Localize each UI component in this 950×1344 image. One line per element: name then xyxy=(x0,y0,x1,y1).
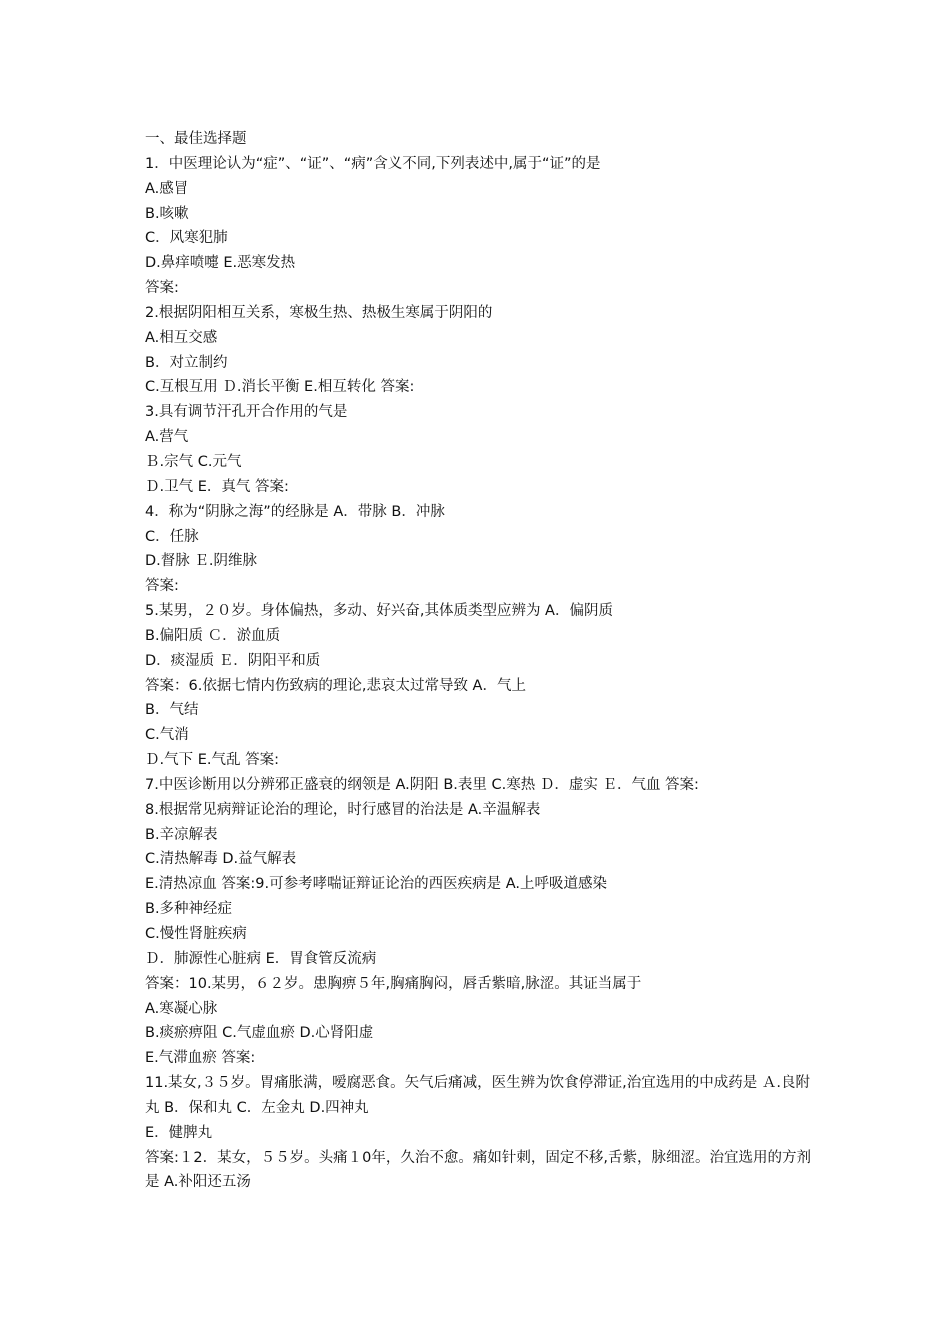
answer-line: 答案：6.依据七情内伤致病的理论,悲哀太过常导致 A．气上 xyxy=(145,677,526,694)
answer-line: E.清热凉血 答案:9.可参考哮喘证辩证论治的西医疾病是 A.上呼吸道感染 xyxy=(145,876,607,893)
question-text: 5.某男，２０岁。身体偏热，多动、好兴奋,其体质类型应辨为 A．偏阴质 xyxy=(145,603,613,620)
answer-line: 答案：10.某男，６２岁。患胸痹５年,胸痛胸闷，唇舌紫暗,脉涩。其证当属于 xyxy=(145,975,642,992)
option-line: D．痰湿质 Ｅ．阴阳平和质 xyxy=(145,652,321,669)
question-text: 1．中医理论认为“症”、“证”、“病”含义不同,下列表述中,属于“证”的是 xyxy=(145,155,601,172)
option-line: C.慢性肾脏疾病 xyxy=(145,926,247,942)
option-line: D.鼻痒喷嚏 E.恶寒发热 xyxy=(145,255,296,272)
option-line: B.辛凉解表 xyxy=(145,826,218,843)
question-text: 3.具有调节汗孔开合作用的气是 xyxy=(145,404,348,421)
option-line: A.相互交感 xyxy=(145,329,218,346)
option-line: Ｄ.气下 E.气乱 答案: xyxy=(145,752,279,769)
option-line: Ｄ.卫气 E．真气 答案: xyxy=(145,478,289,495)
option-line: Ｂ.宗气 C.元气 xyxy=(145,453,242,470)
option-line: C.清热解毒 D.益气解表 xyxy=(145,851,297,868)
option-line: C.气消 xyxy=(145,727,189,744)
document-page xyxy=(145,127,815,1195)
option-line: E.气滞血瘀 答案: xyxy=(145,1050,256,1067)
option-line: C．风寒犯肺 xyxy=(145,230,228,247)
option-line: C．任脉 xyxy=(145,528,199,545)
question-text: 4．称为“阴脉之海”的经脉是 A．带脉 B．冲脉 xyxy=(145,503,445,520)
option-line: B.痰瘀痹阻 C.气虚血瘀 D.心肾阳虚 xyxy=(145,1025,374,1042)
section-heading: 一、最佳选择题 xyxy=(145,131,247,147)
option-line: A.营气 xyxy=(145,429,189,446)
option-line: B．对立制约 xyxy=(145,354,228,371)
question-text: 7.中医诊断用以分辨邪正盛衰的纲领是 A.阴阳 B.表里 C.寒热 Ｄ．虚实 Ｅ．气血 答案: xyxy=(145,776,699,793)
question-text: 2.根据阴阳相互关系，寒极生热、热极生寒属于阴阳的 xyxy=(145,304,493,321)
option-line: A.感冒 xyxy=(145,180,189,197)
option-line: E．健脾丸 xyxy=(145,1124,213,1141)
option-line: B.咳嗽 xyxy=(145,205,189,222)
answer-line: 答案:１2．某女，５５岁。头痛１0年，久治不愈。痛如针刺，固定不移,舌紫，脉细涩。治宜选用的方剂是 A.补阳还五汤 xyxy=(145,1149,811,1191)
question-text: 11.某女,３５岁。胃痛胀满，嗳腐恶食。矢气后痛减，医生辨为饮食停滞证,治宜选用的中成药是 Ａ.良附丸 B．保和丸 C．左金丸 D.四神丸 xyxy=(145,1075,810,1116)
option-line: Ｄ．肺源性心脏病 E．胃食管反流病 xyxy=(145,950,377,967)
option-line: B.多种神经症 xyxy=(145,901,233,918)
option-line: B．气结 xyxy=(145,702,199,719)
option-line: B.偏阳质 Ｃ．淤血质 xyxy=(145,627,281,644)
option-line: C.互根互用 Ｄ.消长平衡 E.相互转化 答案: xyxy=(145,379,415,396)
answer-line: 答案: xyxy=(145,280,179,297)
option-line: A.寒凝心脉 xyxy=(145,1000,218,1017)
answer-line: 答案: xyxy=(145,578,179,595)
option-line: D.督脉 Ｅ.阴维脉 xyxy=(145,553,257,570)
question-text: 8.根据常见病辩证论治的理论，时行感冒的治法是 A.辛温解表 xyxy=(145,801,541,818)
